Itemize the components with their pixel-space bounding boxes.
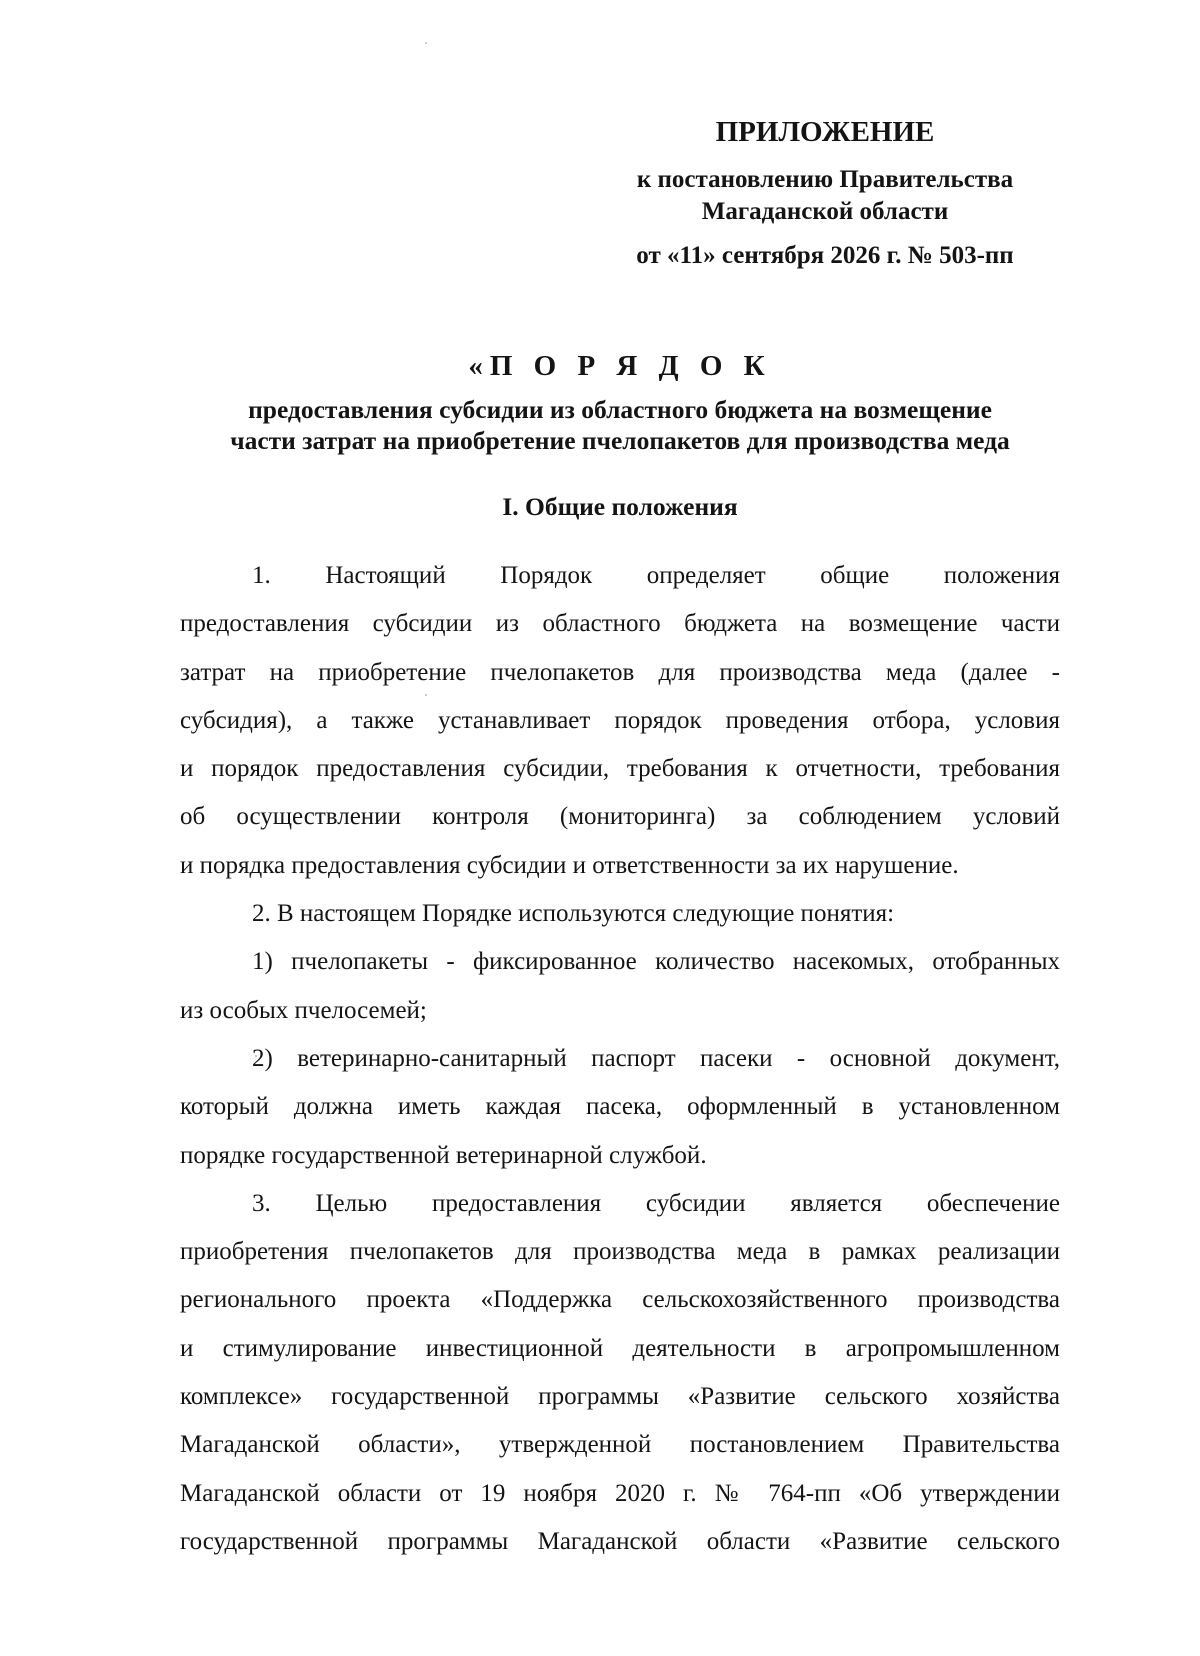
body-line: который должна иметь каждая пасека, оформленный в установленном: [180, 1093, 1060, 1121]
body-line: государственной программы Магаданской области «Развитие сельского: [180, 1527, 1060, 1555]
body-line: комплексе» государственной программы «Развитие сельского хозяйства: [180, 1383, 1060, 1411]
body-line: затрат на приобретение пчелопакетов для производства меда (далее -: [180, 658, 1060, 686]
body-line: 1) пчелопакеты - фиксированное количество насекомых, отобранных: [252, 948, 1060, 976]
body-line: 3. Целью предоставления субсидии является обеспечение: [252, 1189, 1060, 1217]
document-subtitle-line-1: предоставления субсидии из областного бюджета на возмещение: [248, 395, 992, 424]
body-line: 2) ветеринарно-санитарный паспорт пасеки - основной документ,: [252, 1044, 1060, 1072]
appendix-reference-line-1: к постановлению Правительства: [636, 166, 1014, 193]
appendix-header: [600, 112, 1050, 272]
body-line: регионального проекта «Поддержка сельскохозяйственного производства: [180, 1286, 1060, 1314]
appendix-title: ПРИЛОЖЕНИЕ: [715, 116, 935, 148]
appendix-date-number: от «11» сентября 2026 г. № 503-пп: [636, 242, 1014, 269]
document-title: «П О Р Я Д О К: [468, 350, 772, 382]
document-subtitle-line-2: части затрат на приобретение пчелопакетов для производства меда: [230, 426, 1010, 455]
scan-speck: [425, 42, 427, 44]
body-line: Магаданской области», утвержденной постановлением Правительства: [180, 1431, 1060, 1459]
body-line: 2. В настоящем Порядке используются следующие понятия:: [252, 900, 895, 928]
body-line: и стимулирование инвестиционной деятельности в агропромышленном: [180, 1334, 1060, 1362]
body-line: и порядок предоставления субсидии, требования к отчетности, требования: [180, 755, 1060, 783]
body-line: 1. Настоящий Порядок определяет общие положения: [252, 562, 1060, 589]
body-line: и порядка предоставления субсидии и ответственности за их нарушение.: [180, 851, 959, 879]
body-text: [180, 552, 1060, 1566]
body-line: приобретения пчелопакетов для производства меда в рамках реализации: [180, 1238, 1060, 1266]
document-title-block: [160, 346, 1080, 456]
section-heading: I. Общие положения: [502, 492, 738, 521]
body-line: из особых пчелосемей;: [180, 996, 427, 1024]
body-line: Магаданской области от 19 ноября 2020 г. № 764-пп «Об утверждении: [180, 1479, 1060, 1507]
appendix-reference-line-2: Магаданской области: [701, 198, 949, 225]
body-line: предоставления субсидии из областного бюджета на возмещение части: [180, 610, 1060, 638]
body-line: субсидия), а также устанавливает порядок проведения отбора, условия: [180, 706, 1060, 734]
body-line: об осуществлении контроля (мониторинга) за соблюдением условий: [180, 803, 1060, 831]
body-line: порядке государственной ветеринарной службой.: [180, 1141, 707, 1169]
